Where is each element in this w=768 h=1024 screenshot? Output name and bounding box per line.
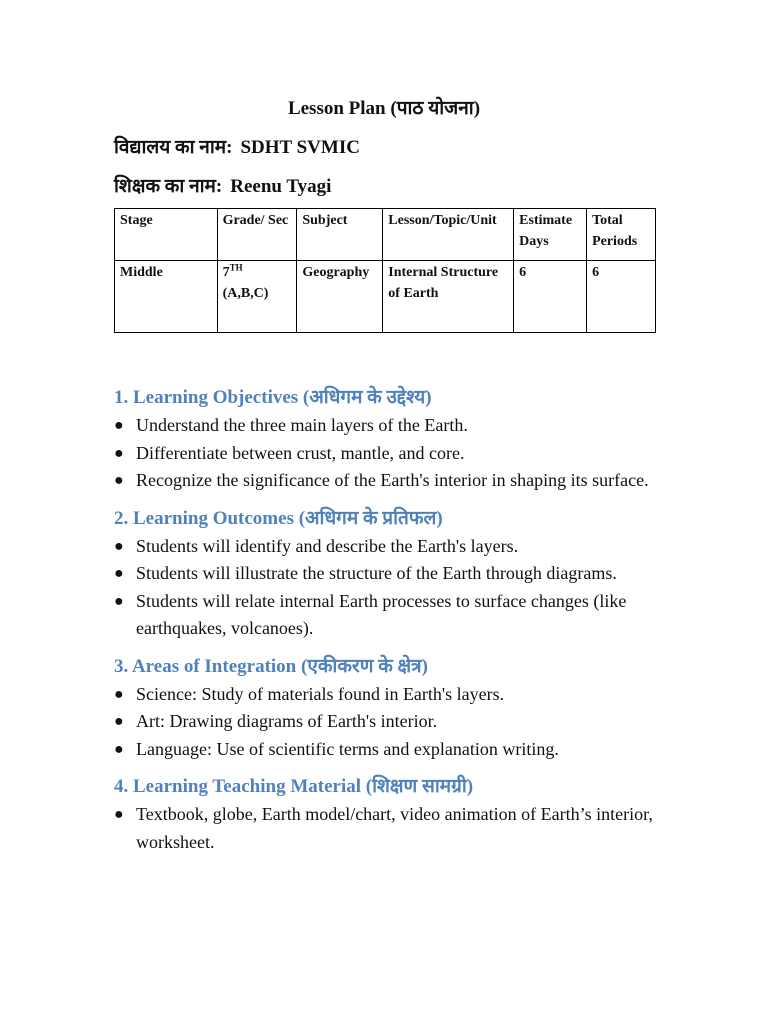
list-item: ● Students will illustrate the structure of the Earth through diagrams. [114,560,659,588]
cell-days: 6 [514,261,587,333]
header-periods: Total Periods [587,209,656,261]
section-outcomes [114,505,659,643]
table-row [115,261,656,333]
cell-lesson: Internal Structure of Earth [383,261,514,333]
bullet-icon: ● [114,537,124,555]
section-material [114,773,659,856]
section-heading: 1. Learning Objectives (अधिगम के उद्देश्य) [114,387,432,408]
school-line [114,133,360,159]
school-value: SDHT SVMIC [240,137,360,158]
header-days: Estimate Days [514,209,587,261]
bullet-icon: ● [114,713,124,730]
teacher-line [114,172,331,198]
table-header-row [115,209,656,261]
section-heading: 3. Areas of Integration (एकीकरण के क्षेत्र) [114,655,428,677]
bullet-icon: ● [114,592,124,610]
list-item: ● Differentiate between crust, mantle, and core. [114,440,659,468]
school-label: विद्यालय का नाम: [114,137,233,158]
list-item: ● Textbook, globe, Earth model/chart, video animation of Earth’s interior, worksheet. [114,801,659,856]
lesson-info-table [114,208,656,333]
teacher-label: शिक्षक का नाम: [114,176,223,197]
list-item: ● Students will relate internal Earth processes to surface changes (like earthquakes, volcanoes). [114,588,659,643]
bullet-icon: ● [114,685,124,703]
section-heading: 4. Learning Teaching Material (शिक्षण सामग्री) [114,776,474,797]
bullet-icon: ● [114,806,124,823]
bullet-list [114,412,659,495]
cell-subject: Geography [297,261,383,333]
section-heading: 2. Learning Outcomes (अधिगम के प्रतिफल) [114,507,443,529]
bullet-icon: ● [114,565,124,582]
header-subject: Subject [297,209,383,261]
header-stage: Stage [115,209,218,261]
section-integration [114,653,659,764]
list-item: ● Understand the three main layers of the Earth. [114,412,659,440]
bullet-icon: ● [114,444,124,462]
cell-periods: 6 [587,261,656,333]
bullet-list [114,681,659,764]
bullet-list [114,533,659,643]
list-item: ● Recognize the significance of the Earth's interior in shaping its surface. [114,467,659,495]
teacher-value: Reenu Tyagi [230,176,332,197]
cell-grade [217,261,297,333]
cell-stage: Middle [115,261,218,333]
bullet-list [114,801,659,856]
bullet-icon: ● [114,417,124,434]
page-title: Lesson Plan (पाठ योजना) [287,98,481,119]
header-lesson: Lesson/Topic/Unit [383,209,514,261]
section-objectives [114,384,659,495]
list-item: ● Students will identify and describe the Earth's layers. [114,533,659,561]
list-item: ● Art: Drawing diagrams of Earth's interior. [114,708,659,736]
bullet-icon: ● [114,740,124,758]
bullet-icon: ● [114,472,124,489]
grade-number: 7 [222,265,230,280]
list-item: ● Language: Use of scientific terms and explanation writing. [114,736,659,764]
grade-sections: (A,B,C) [222,286,269,301]
header-grade: Grade/ Sec [217,209,297,261]
grade-suffix: TH [229,262,243,273]
list-item: ● Science: Study of materials found in Earth's layers. [114,681,659,709]
lesson-sections [114,384,659,866]
